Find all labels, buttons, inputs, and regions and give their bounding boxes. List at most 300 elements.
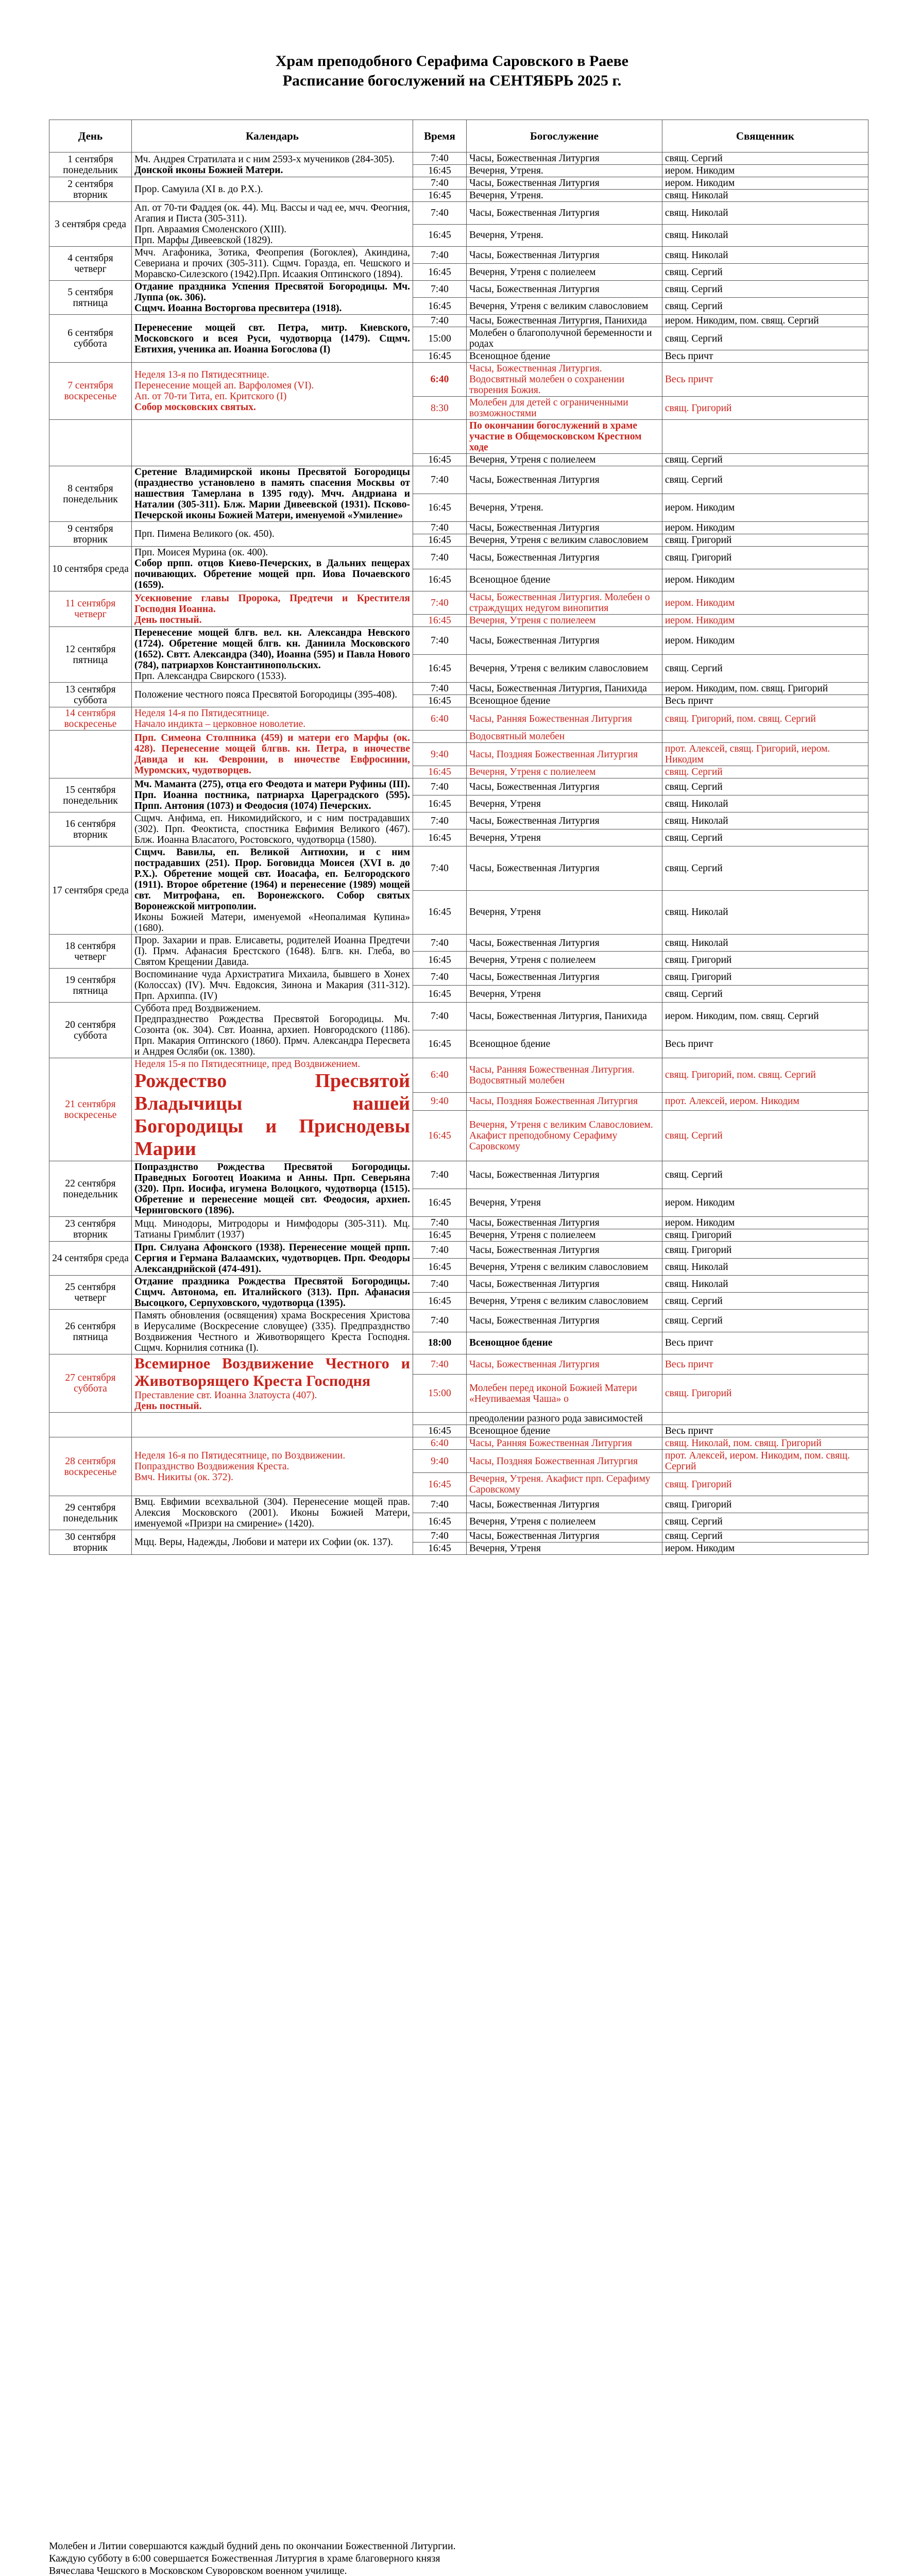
service-cell: Часы, Божественная Литургия. Молебен о страждущих недугом винопития <box>467 591 662 615</box>
service-cell: Часы, Божественная Литургия <box>467 969 662 986</box>
column-header-service: Богослужение <box>467 120 662 152</box>
calendar-cell <box>132 202 413 247</box>
service-cell: Всенощное бдение <box>467 569 662 591</box>
calendar-cell <box>132 591 413 627</box>
time-cell: 16:45 <box>413 350 467 363</box>
priest-cell: свящ. Григорий <box>662 969 868 986</box>
service-cell: Часы, Ранняя Божественная Литургия <box>467 1437 662 1450</box>
service-cell: Молебен о благополучной беременности и родах <box>467 327 662 350</box>
service-cell: Часы, Поздняя Божественная Литургия <box>467 1092 662 1111</box>
time-cell: 7:40 <box>413 202 467 225</box>
table-row <box>49 247 868 264</box>
table-row <box>49 1242 868 1259</box>
day-cell: 3 сентября среда <box>49 202 132 247</box>
calendar-line: Воспоминание чуда Архистратига Михаила, бывшего в Хонех (Колоссах) (IV). Мчч. Евдоксия, Зинона и Макария (311-312). Прп. Архиппа. (IV) <box>134 969 410 1002</box>
table-row <box>49 1217 868 1229</box>
priest-cell: свящ. Сергий <box>662 152 868 165</box>
time-cell: 16:45 <box>413 224 467 247</box>
priest-cell: иером. Никодим <box>662 1189 868 1217</box>
priest-cell: свящ. Григорий <box>662 547 868 569</box>
priest-cell: иером. Никодим <box>662 165 868 177</box>
priest-cell: прот. Алексей, свящ. Григорий, иером. Никодим <box>662 743 868 766</box>
priest-cell: иером. Никодим <box>662 569 868 591</box>
priest-cell: иером. Никодим, пом. свящ. Сергий <box>662 315 868 327</box>
calendar-cell <box>132 1437 413 1496</box>
service-cell: Часы, Божественная Литургия <box>467 1310 662 1332</box>
time-cell: 16:45 <box>413 1473 467 1496</box>
priest-cell: Весь причт <box>662 1332 868 1354</box>
service-cell: Часы, Божественная Литургия <box>467 627 662 655</box>
priest-cell: свящ. Сергий <box>662 298 868 315</box>
calendar-cell <box>132 731 413 778</box>
time-cell: 16:45 <box>413 569 467 591</box>
day-cell: 2 сентября вторник <box>49 177 132 202</box>
time-cell: 16:45 <box>413 1425 467 1437</box>
priest-cell <box>662 420 868 454</box>
table-row <box>49 731 868 743</box>
time-cell: 8:30 <box>413 397 467 420</box>
service-cell: По окончании богослужений в храме участие в Общемосковском Крестном ходе <box>467 420 662 454</box>
calendar-line: Мч. Андрея Стратилата и с ним 2593-х мучеников (284-305). <box>134 154 395 165</box>
service-cell: Вечерня, Утреня с полиелеем <box>467 454 662 466</box>
time-cell: 16:45 <box>413 264 467 281</box>
time-cell: 16:45 <box>413 1189 467 1217</box>
footer-note-1: Молебен и Литии совершаются каждый будний день по окончании Божественной Литургии. <box>49 2540 456 2552</box>
calendar-cell <box>132 420 413 466</box>
calendar-line: Усекновение главы Пророка, Предтечи и Крестителя Господня Иоанна. <box>134 592 410 615</box>
calendar-line: Перенесение мощей блгв. вел. кн. Александра Невского (1724). Обретение мощей блгв. кн. Даниила Московского (1652). Свтт. Александра (340), Иоанна (595) и Павла Нового (784), патриархов Константинопольских. <box>134 628 410 671</box>
time-cell: 9:40 <box>413 743 467 766</box>
priest-cell: свящ. Сергий <box>662 1530 868 1543</box>
table-row <box>49 1003 868 1030</box>
calendar-line: Прп. Авраамия Смоленского (XIII). <box>134 224 287 235</box>
calendar-cell <box>132 1161 413 1217</box>
calendar-line: Прп. Александра Свирского (1533). <box>134 671 286 682</box>
time-cell: 15:00 <box>413 327 467 350</box>
calendar-line: Рождество Пресвятой Владычицы нашей Богородицы и Приснодевы Марии <box>134 1070 410 1160</box>
calendar-cell <box>132 1276 413 1310</box>
service-cell: Вечерня, Утреня. Акафист прп. Серафиму Саровскому <box>467 1473 662 1496</box>
calendar-line: Прп. Марфы Дивеевской (1829). <box>134 235 273 246</box>
calendar-cell <box>132 627 413 683</box>
calendar-line: Прп. Пимена Великого (ок. 450). <box>134 529 275 539</box>
calendar-line: Неделя 15-я по Пятидесятнице, пред Воздвижением. <box>134 1059 361 1070</box>
table-row <box>49 969 868 986</box>
service-cell: Часы, Божественная Литургия <box>467 247 662 264</box>
page-subtitle: Расписание богослужений на СЕНТЯБРЬ 2025 г. <box>282 72 622 89</box>
service-cell: Часы, Божественная Литургия <box>467 202 662 225</box>
priest-cell: иером. Никодим <box>662 177 868 190</box>
calendar-cell <box>132 363 413 420</box>
service-cell: Вечерня, Утреня с полиелеем <box>467 1229 662 1242</box>
time-cell: 9:40 <box>413 1092 467 1111</box>
service-cell: Часы, Божественная Литургия <box>467 1354 662 1375</box>
calendar-line: Отдание праздника Рождества Пресвятой Богородицы. Сщмч. Автонома, еп. Италийского (313). Прп. Афанасия Высоцкого, Серпуховского, чудотворца (1395). <box>134 1276 410 1309</box>
time-cell: 16:45 <box>413 534 467 547</box>
service-cell: Вечерня, Утреня с великим славословием <box>467 655 662 683</box>
time-cell: 6:40 <box>413 707 467 731</box>
service-cell: Вечерня, Утреня <box>467 795 662 812</box>
priest-cell: свящ. Сергий <box>662 1513 868 1530</box>
calendar-line: Ап. от 70-ти Тита, еп. Критского (I) <box>134 391 287 402</box>
time-cell: 18:00 <box>413 1332 467 1354</box>
calendar-cell <box>132 1413 413 1437</box>
service-cell: Часы, Божественная Литургия <box>467 1217 662 1229</box>
schedule-body <box>49 152 868 1555</box>
table-row <box>49 1496 868 1513</box>
priest-cell: свящ. Николай <box>662 890 868 935</box>
day-cell: 19 сентября пятница <box>49 969 132 1003</box>
priest-cell: свящ. Григорий, пом. свящ. Сергий <box>662 707 868 731</box>
calendar-cell <box>132 1530 413 1555</box>
time-cell: 7:40 <box>413 466 467 494</box>
service-cell: Часы, Поздняя Божественная Литургия <box>467 743 662 766</box>
service-cell: Часы, Ранняя Божественная Литургия. Водосвятный молебен <box>467 1058 662 1093</box>
day-cell: 22 сентября понедельник <box>49 1161 132 1217</box>
priest-cell: свящ. Николай <box>662 190 868 202</box>
table-row <box>49 1276 868 1293</box>
column-header-calendar: Календарь <box>132 120 413 152</box>
priest-cell: Весь причт <box>662 1030 868 1058</box>
priest-cell: свящ. Сергий <box>662 264 868 281</box>
table-row <box>49 812 868 829</box>
time-cell <box>413 1413 467 1425</box>
service-cell: Часы, Божественная Литургия <box>467 522 662 534</box>
service-cell: Всенощное бдение <box>467 1332 662 1354</box>
service-cell: Часы, Божественная Литургия <box>467 846 662 891</box>
priest-cell: Весь причт <box>662 350 868 363</box>
time-cell: 7:40 <box>413 969 467 986</box>
calendar-cell <box>132 1003 413 1058</box>
calendar-cell <box>132 547 413 591</box>
service-cell: Молебен для детей с ограниченными возможностями <box>467 397 662 420</box>
time-cell: 16:45 <box>413 1293 467 1310</box>
calendar-line: Предпразднество Рождества Пресвятой Богородицы. Мч. Созонта (ок. 304). Свт. Иоанна, архиеп. Новгородского (1186). Прп. Макария Оптинского (1860). Прмч. Александра Пересвета и Андрея Осляби (ок. 1380). <box>134 1014 410 1057</box>
day-cell: 11 сентября четверг <box>49 591 132 627</box>
priest-cell: иером. Никодим <box>662 1217 868 1229</box>
priest-cell: Весь причт <box>662 695 868 707</box>
day-cell: 23 сентября вторник <box>49 1217 132 1242</box>
calendar-cell <box>132 778 413 812</box>
service-cell: Часы, Божественная Литургия, Панихида <box>467 315 662 327</box>
table-row <box>49 1413 868 1425</box>
calendar-line: Память обновления (освящения) храма Воскресения Христова в Иерусалиме (Воскресение словущее) (335). Предпразднство Воздвижения Честного и Животворящего Креста Господня. Сщмч. Корнилия сотника (I). <box>134 1310 410 1353</box>
priest-cell: Весь причт <box>662 1425 868 1437</box>
service-cell: Часы, Божественная Литургия <box>467 1530 662 1543</box>
page-header <box>0 52 904 91</box>
priest-cell: свящ. Николай <box>662 1276 868 1293</box>
time-cell: 7:40 <box>413 627 467 655</box>
calendar-cell <box>132 1217 413 1242</box>
calendar-line: Мцц. Веры, Надежды, Любови и матери их Софии (ок. 137). <box>134 1537 393 1548</box>
day-cell: 26 сентября пятница <box>49 1310 132 1354</box>
service-cell: Вечерня, Утреня <box>467 829 662 846</box>
priest-cell: свящ. Григорий <box>662 1496 868 1513</box>
table-row <box>49 707 868 731</box>
priest-cell: свящ. Сергий <box>662 986 868 1003</box>
service-cell: Вечерня, Утреня. <box>467 494 662 522</box>
table-row <box>49 1437 868 1450</box>
time-cell: 16:45 <box>413 1543 467 1555</box>
calendar-line: Мчч. Агафоника, Зотика, Феопрепия (Богоклея), Акиндина, Севериана и прочих (305-311). Сщмч. Горазда, еп. Чешского и Моравско-Силезского (1942).Прп. Исаакия Оптинского (1894). <box>134 247 410 280</box>
calendar-line: Неделя 14-я по Пятидесятнице. <box>134 708 269 719</box>
time-cell: 7:40 <box>413 522 467 534</box>
day-cell: 12 сентября пятница <box>49 627 132 683</box>
table-row <box>49 202 868 225</box>
calendar-line: Перенесение мощей свт. Петра, митр. Киевского, Московского и всея Руси, чудотворца (1479). Сщмч. Евтихия, ученика ап. Иоанна Богослова (I) <box>134 322 410 355</box>
service-cell: Часы, Божественная Литургия <box>467 1242 662 1259</box>
time-cell: 16:45 <box>413 766 467 778</box>
calendar-cell <box>132 1496 413 1530</box>
priest-cell: свящ. Сергий <box>662 281 868 298</box>
time-cell: 16:45 <box>413 454 467 466</box>
day-cell: 18 сентября четверг <box>49 935 132 969</box>
table-row <box>49 1161 868 1189</box>
time-cell: 7:40 <box>413 846 467 891</box>
priest-cell: иером. Никодим, пом. свящ. Сергий <box>662 1003 868 1030</box>
service-cell: Вечерня, Утреня с полиелеем <box>467 615 662 627</box>
service-cell: Часы, Божественная Литургия <box>467 1276 662 1293</box>
service-cell: Часы, Божественная Литургия <box>467 281 662 298</box>
table-row <box>49 466 868 494</box>
calendar-cell <box>132 247 413 281</box>
table-row <box>49 846 868 891</box>
service-cell: Часы, Божественная Литургия <box>467 466 662 494</box>
priest-cell: свящ. Григорий <box>662 1229 868 1242</box>
calendar-line: День постный. <box>134 614 202 625</box>
time-cell: 16:45 <box>413 1259 467 1276</box>
table-row <box>49 152 868 165</box>
calendar-cell <box>132 177 413 202</box>
service-cell: Часы, Божественная Литургия <box>467 547 662 569</box>
time-cell: 7:40 <box>413 1217 467 1229</box>
time-cell: 7:40 <box>413 1003 467 1030</box>
day-cell: 27 сентября суббота <box>49 1354 132 1413</box>
service-cell: Вечерня, Утреня. <box>467 190 662 202</box>
priest-cell: свящ. Сергий <box>662 766 868 778</box>
service-cell: Всенощное бдение <box>467 350 662 363</box>
calendar-line: Сщмч. Иоанна Восторгова пресвитера (1918). <box>134 303 342 314</box>
calendar-line: Сщмч. Вавилы, еп. Великой Антиохии, и с ним пострадавших (251). Прор. Боговидца Моисея (XVI в. до Р.Х.). Обретение мощей свт. Иоасафа, еп. Белгородского (1911). Второе обретение (1964) и перенесение (1989) мощей свт. Митрофана, еп. Воронежского. Собор святых Воронежской митрополии. <box>134 847 410 912</box>
priest-cell: свящ. Николай <box>662 224 868 247</box>
day-cell <box>49 1413 132 1437</box>
priest-cell: свящ. Григорий <box>662 534 868 547</box>
priest-cell: свящ. Сергий <box>662 466 868 494</box>
service-cell: Вечерня, Утреня с великим славословием <box>467 298 662 315</box>
calendar-line: Прп. Симеона Столпника (459) и матери его Марфы (ок. 428). Перенесение мощей блгвв. кн. Петра, в иночестве Давида и кн. Февронии, в иночестве Евфросинии, Муромских, чудотворцев. <box>134 733 410 776</box>
calendar-line: Вмч. Никиты (ок. 372). <box>134 1472 233 1483</box>
service-cell: Вечерня, Утреня с полиелеем <box>467 1513 662 1530</box>
service-cell: преодолении разного рода зависимостей <box>467 1413 662 1425</box>
service-cell: Вечерня, Утреня с великим славословием <box>467 1293 662 1310</box>
time-cell: 7:40 <box>413 935 467 952</box>
time-cell: 16:45 <box>413 494 467 522</box>
priest-cell: свящ. Николай <box>662 1259 868 1276</box>
priest-cell: прот. Алексей, иером. Никодим, пом. свящ. Сергий <box>662 1450 868 1473</box>
time-cell: 7:40 <box>413 1496 467 1513</box>
priest-cell: иером. Никодим <box>662 494 868 522</box>
time-cell: 7:40 <box>413 315 467 327</box>
service-cell: Часы, Поздняя Божественная Литургия <box>467 1450 662 1473</box>
calendar-line: Преставление свт. Иоанна Златоуста (407). <box>134 1390 317 1401</box>
calendar-cell <box>132 281 413 315</box>
service-cell: Часы, Ранняя Божественная Литургия <box>467 707 662 731</box>
time-cell: 16:45 <box>413 1030 467 1058</box>
priest-cell: прот. Алексей, иером. Никодим <box>662 1092 868 1111</box>
time-cell: 7:40 <box>413 177 467 190</box>
day-cell: 29 сентября понедельник <box>49 1496 132 1530</box>
time-cell: 7:40 <box>413 547 467 569</box>
day-cell: 5 сентября пятница <box>49 281 132 315</box>
table-row <box>49 522 868 534</box>
table-row <box>49 1058 868 1093</box>
calendar-line: Прор. Самуила (XI в. до Р.Х.). <box>134 184 263 195</box>
calendar-cell <box>132 1058 413 1161</box>
service-cell: Часы, Божественная Литургия <box>467 812 662 829</box>
day-cell: 14 сентября воскресенье <box>49 707 132 731</box>
footer-notes <box>49 2540 456 2576</box>
table-row <box>49 1354 868 1375</box>
column-header-day: День <box>49 120 132 152</box>
table-row <box>49 1530 868 1543</box>
calendar-cell <box>132 1242 413 1276</box>
table-row <box>49 177 868 190</box>
calendar-line: Мч. Маманта (275), отца его Феодота и матери Руфины (III). Прп. Иоанна постника, патриарха Цареградского (595). Прпп. Антония (1073) и Феодосия (1074) Печерских. <box>134 779 410 811</box>
day-cell: 1 сентября понедельник <box>49 152 132 177</box>
time-cell: 16:45 <box>413 829 467 846</box>
calendar-line: Перенесение мощей ап. Варфоломея (VI). <box>134 380 314 391</box>
priest-cell: иером. Никодим, пом. свящ. Григорий <box>662 683 868 695</box>
service-cell: Часы, Божественная Литургия <box>467 1161 662 1189</box>
calendar-line: Отдание праздника Успения Пресвятой Богородицы. Мч. Луппа (ок. 306). <box>134 281 410 303</box>
column-header-priest: Священник <box>662 120 868 152</box>
service-cell: Часы, Божественная Литургия, Панихида <box>467 1003 662 1030</box>
priest-cell: свящ. Григорий <box>662 397 868 420</box>
table-row <box>49 281 868 298</box>
service-cell: Водосвятный молебен <box>467 731 662 743</box>
table-row <box>49 315 868 327</box>
time-cell: 7:40 <box>413 591 467 615</box>
day-cell: 8 сентября понедельник <box>49 466 132 522</box>
service-cell: Вечерня, Утреня. <box>467 165 662 177</box>
priest-cell: свящ. Сергий <box>662 1161 868 1189</box>
priest-cell: свящ. Сергий <box>662 829 868 846</box>
time-cell: 16:45 <box>413 1229 467 1242</box>
service-cell: Вечерня, Утреня. <box>467 224 662 247</box>
day-cell: 4 сентября четверг <box>49 247 132 281</box>
calendar-line: Неделя 13-я по Пятидесятнице. <box>134 369 269 380</box>
calendar-cell <box>132 812 413 846</box>
calendar-cell <box>132 707 413 731</box>
priest-cell: Весь причт <box>662 1354 868 1375</box>
day-cell: 13 сентября суббота <box>49 683 132 707</box>
calendar-line: Прп. Силуана Афонского (1938). Перенесение мощей прпп. Сергия и Германа Валаамских, чудотворцев. Прп. Феодоры Александрийской (474-491). <box>134 1242 410 1275</box>
time-cell: 6:40 <box>413 1058 467 1093</box>
priest-cell: свящ. Николай <box>662 795 868 812</box>
time-cell: 7:40 <box>413 1276 467 1293</box>
calendar-line: Прор. Захарии и прав. Елисаветы, родителей Иоанна Предтечи (I). Прмч. Афанасия Брестского (1648). Блгв. кн. Глеба, во Святом Крещении Давида. <box>134 935 410 968</box>
time-cell: 7:40 <box>413 778 467 795</box>
table-row <box>49 627 868 655</box>
priest-cell: свящ. Сергий <box>662 846 868 891</box>
priest-cell: иером. Никодим <box>662 615 868 627</box>
table-row <box>49 591 868 615</box>
priest-cell <box>662 1413 868 1425</box>
service-cell: Часы, Божественная Литургия <box>467 177 662 190</box>
calendar-cell <box>132 969 413 1003</box>
calendar-line: Прп. Моисея Мурина (ок. 400). <box>134 547 268 558</box>
service-cell: Вечерня, Утреня с полиелеем <box>467 264 662 281</box>
time-cell: 7:40 <box>413 683 467 695</box>
priest-cell: Весь причт <box>662 363 868 397</box>
priest-cell: свящ. Николай, пом. свящ. Григорий <box>662 1437 868 1450</box>
service-cell: Вечерня, Утреня <box>467 890 662 935</box>
calendar-line: Собор прпп. отцов Киево-Печерских, в Дальних пещерах почивающих. Обретение мощей прп. Иова Почаевского (1659). <box>134 558 410 590</box>
service-cell: Вечерня, Утреня с великим Славословием. Акафист преподобному Серафиму Саровскому <box>467 1111 662 1161</box>
day-cell: 17 сентября среда <box>49 846 132 935</box>
calendar-line: Иконы Божией Матери, именуемой «Неопалимая Купина» (1680). <box>134 912 410 934</box>
time-cell: 16:45 <box>413 190 467 202</box>
service-cell: Вечерня, Утреня <box>467 986 662 1003</box>
time-cell: 7:40 <box>413 1310 467 1332</box>
priest-cell <box>662 731 868 743</box>
day-cell: 28 сентября воскресенье <box>49 1437 132 1496</box>
time-cell: 7:40 <box>413 812 467 829</box>
table-row <box>49 935 868 952</box>
calendar-line: Неделя 16-я по Пятидесятнице, по Воздвижении. <box>134 1450 346 1461</box>
table-row <box>49 420 868 454</box>
calendar-cell <box>132 1310 413 1354</box>
priest-cell: иером. Никодим <box>662 522 868 534</box>
day-cell: 7 сентября воскресенье <box>49 363 132 420</box>
priest-cell: свящ. Николай <box>662 247 868 264</box>
service-cell: Всенощное бдение <box>467 1030 662 1058</box>
time-cell: 6:40 <box>413 363 467 397</box>
service-cell: Вечерня, Утреня с великим славословием <box>467 1259 662 1276</box>
time-cell: 16:45 <box>413 1111 467 1161</box>
calendar-line: Попразднство Воздвижения Креста. <box>134 1461 289 1472</box>
service-cell: Часы, Божественная Литургия <box>467 152 662 165</box>
priest-cell: свящ. Сергий <box>662 1310 868 1332</box>
time-cell: 16:45 <box>413 986 467 1003</box>
time-cell: 7:40 <box>413 1530 467 1543</box>
table-row <box>49 547 868 569</box>
day-cell: 15 сентября понедельник <box>49 778 132 812</box>
column-header-time: Время <box>413 120 467 152</box>
calendar-cell <box>132 152 413 177</box>
calendar-line: Собор московских святых. <box>134 402 256 413</box>
day-cell: 16 сентября вторник <box>49 812 132 846</box>
priest-cell: свящ. Григорий <box>662 1375 868 1413</box>
day-cell: 6 сентября суббота <box>49 315 132 363</box>
time-cell: 7:40 <box>413 152 467 165</box>
time-cell: 16:45 <box>413 952 467 969</box>
priest-cell: свящ. Григорий, пом. свящ. Сергий <box>662 1058 868 1093</box>
calendar-line: Положение честного пояса Пресвятой Богородицы (395-408). <box>134 689 398 700</box>
schedule-table <box>49 120 868 1555</box>
priest-cell: свящ. Николай <box>662 935 868 952</box>
page-title: Храм преподобного Серафима Саровского в Раеве <box>275 53 629 70</box>
priest-cell: свящ. Сергий <box>662 1111 868 1161</box>
calendar-cell <box>132 466 413 522</box>
footer-note-3: Вячеслава Чешского в Московском Суворовском военном училище. <box>49 2565 347 2576</box>
service-cell: Часы, Божественная Литургия <box>467 935 662 952</box>
time-cell: 16:45 <box>413 165 467 177</box>
calendar-cell <box>132 315 413 363</box>
service-cell: Часы, Божественная Литургия. Водосвятный молебен о сохранении творения Божия. <box>467 363 662 397</box>
service-cell: Вечерня, Утреня с великим славословием <box>467 534 662 547</box>
day-cell: 25 сентября четверг <box>49 1276 132 1310</box>
